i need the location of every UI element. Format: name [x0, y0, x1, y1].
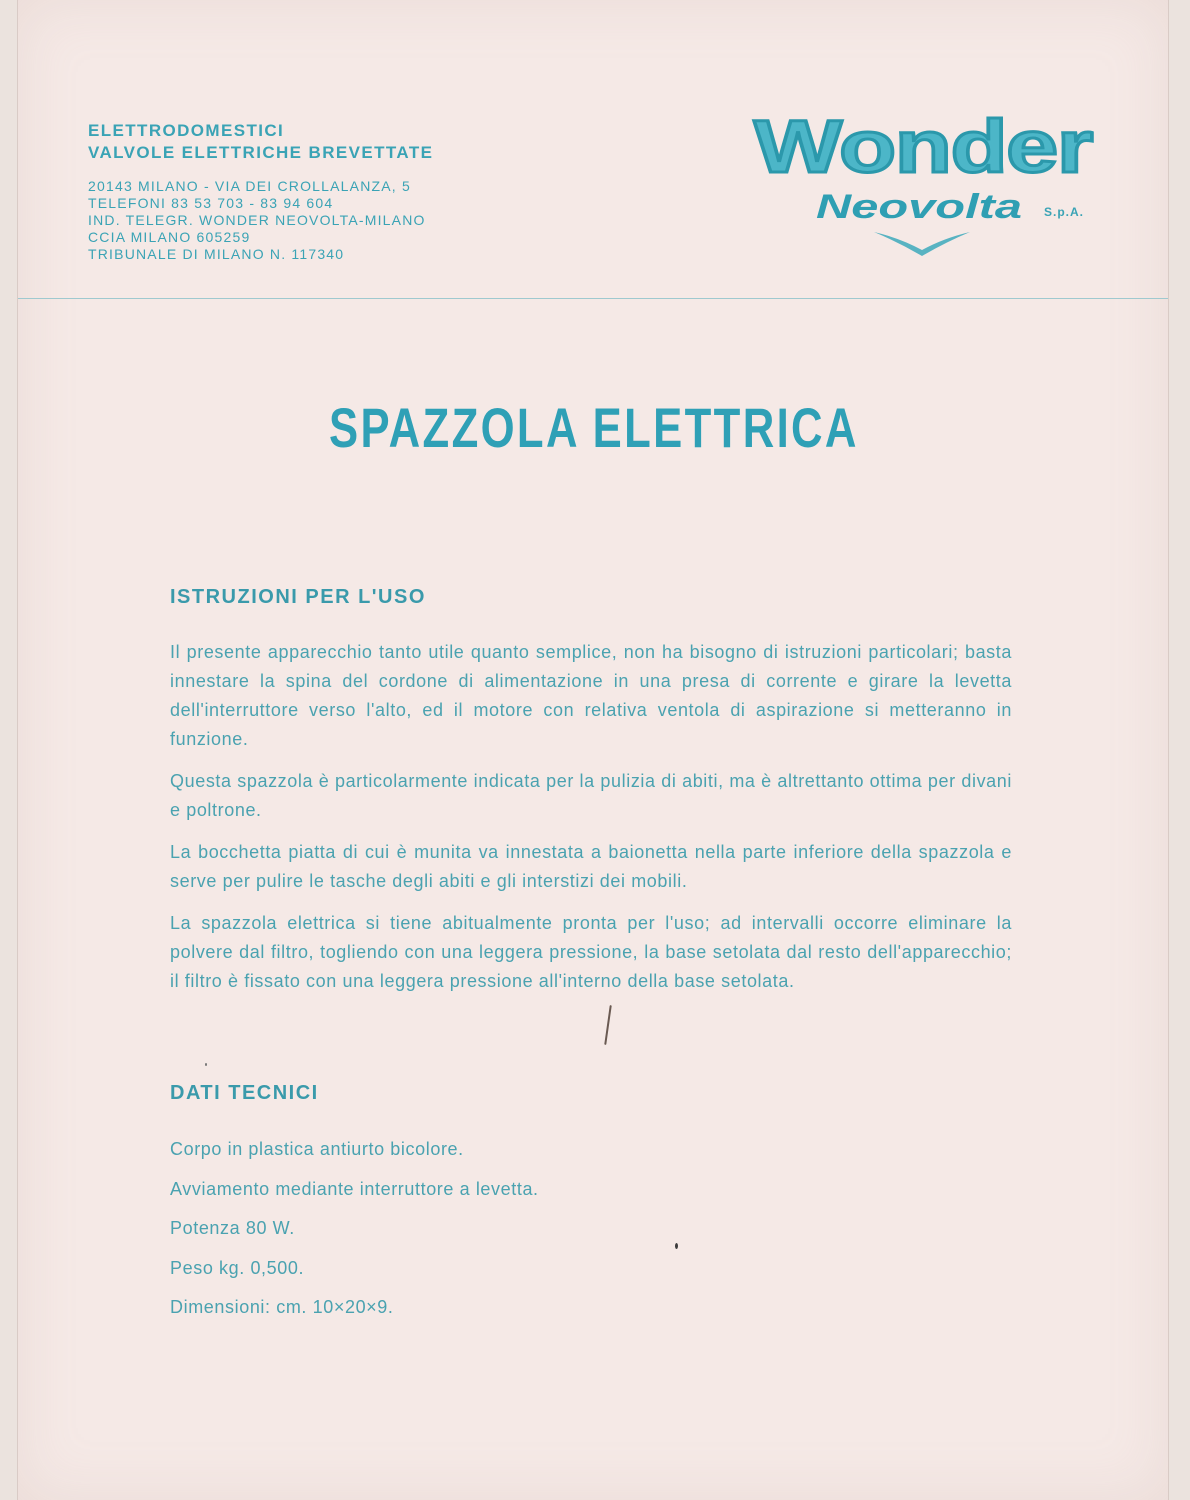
- letterhead-line-2: VALVOLE ELETTRICHE BREVETTATE: [88, 143, 434, 162]
- spec-item: Potenza 80 W.: [170, 1218, 295, 1238]
- chevron-emblem-icon: [874, 232, 970, 256]
- spec-item: Avviamento mediante interruttore a levetta.: [170, 1178, 539, 1199]
- paper-speck: [675, 1243, 678, 1249]
- instructions-paragraph: La bocchetta piatta di cui è munita va innestata a baionetta nella parte inferiore della spazzola e serve per pulire le tasche degli abiti e gli interstizi dei mobili.: [170, 842, 1012, 891]
- wonder-neovolta-logo: [750, 104, 1110, 274]
- logo-suffix: S.p.A.: [1044, 205, 1085, 219]
- instructions-paragraph: La spazzola elettrica si tiene abitualmente pronta per l'uso; ad intervalli occorre eliminare la polvere dal filtro, togliendo con una leggera pressione, la base setolata dal resto dell'apparecchio; il filtro è fissato con una leggera pressione all'interno della base setolata.: [170, 913, 1012, 991]
- paper-speck: [205, 1063, 207, 1066]
- paper-edge-left: [17, 0, 18, 1500]
- address-telegraph: IND. TELEGR. WONDER NEOVOLTA-MILANO: [88, 212, 426, 228]
- letterhead-divider: [18, 298, 1168, 299]
- address-ccia: CCIA MILANO 605259: [88, 229, 251, 245]
- address-street: 20143 MILANO - VIA DEI CROLLALANZA, 5: [88, 178, 411, 194]
- letterhead-line-1: ELETTRODOMESTICI: [88, 121, 285, 140]
- instructions-body: [170, 638, 1012, 1009]
- logo-brand: Wonder: [754, 105, 1093, 188]
- instructions-paragraph: Il presente apparecchio tanto utile quanto semplice, non ha bisogno di istruzioni particolari; basta innestare la spina del cordone di alimentazione in una presa di corrente e girare la levetta dell'interruttore verso l'alto, ed il motore con relativa ventola di aspirazione si metteranno in funzione.: [170, 642, 1012, 749]
- paper-edge-right: [1168, 0, 1169, 1500]
- letterhead-address: [88, 178, 433, 263]
- letterhead: [88, 120, 433, 263]
- address-phones: TELEFONI 83 53 703 - 83 94 604: [88, 195, 334, 211]
- address-tribunale: TRIBUNALE DI MILANO N. 117340: [88, 246, 345, 262]
- instructions-paragraph: Questa spazzola è particolarmente indicata per la pulizia di abiti, ma è altrettanto ottima per divani e poltrone.: [170, 771, 1012, 820]
- spec-item: Peso kg. 0,500.: [170, 1257, 305, 1278]
- document-title: SPAZZOLA ELETTRICA: [328, 396, 859, 459]
- spec-item: Corpo in plastica antiurto bicolore.: [170, 1139, 464, 1159]
- instructions-heading: ISTRUZIONI PER L'USO: [170, 586, 426, 608]
- technical-heading: DATI TECNICI: [170, 1082, 319, 1104]
- spec-item: Dimensioni: cm. 10×20×9.: [170, 1297, 394, 1317]
- technical-specs: [170, 1136, 539, 1334]
- logo-sub: Neovolta: [816, 188, 1022, 226]
